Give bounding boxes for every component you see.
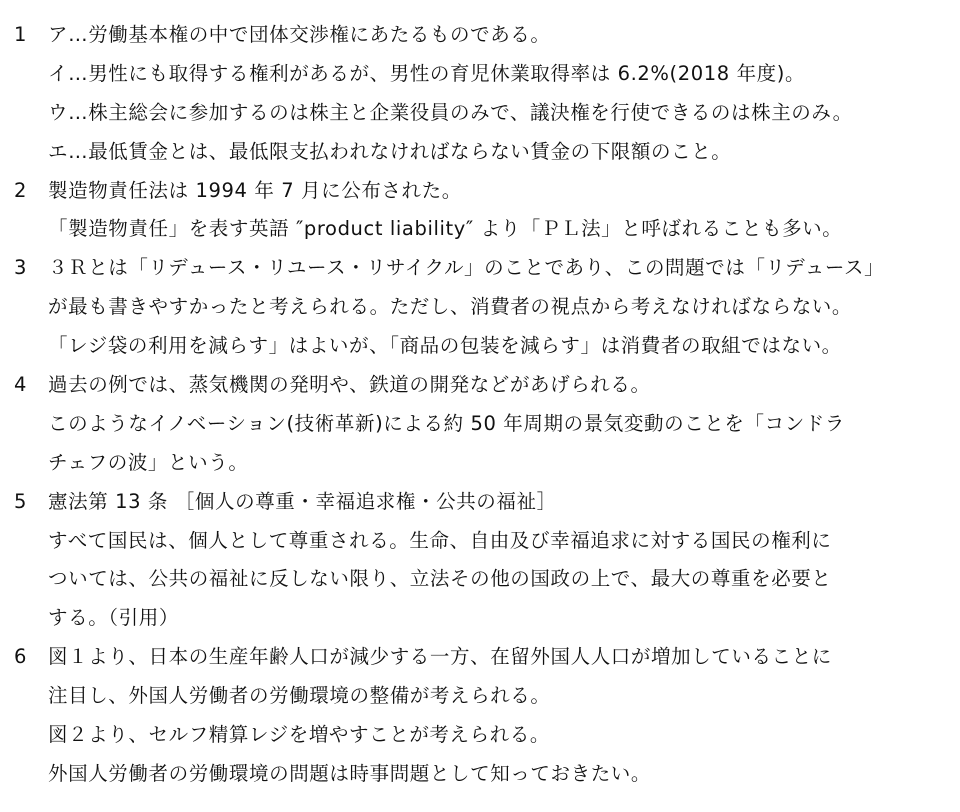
answer-line [0,133,960,172]
answer-text: エ…最低賃金とは、最低限支払われなければならない賃金の下限額のこと。 [48,139,732,163]
answer-text: 注目し、外国人労働者の労働環境の整備が考えられる。 [48,684,551,708]
answer-line [0,172,960,211]
answer-line [0,444,960,483]
answer-line [0,560,960,599]
answer-document [0,16,960,794]
answer-text: が最も書きやすかったと考えられる。ただし、消費者の視点から考えなければならない。 [48,295,853,319]
answer-line [0,327,960,366]
answer-text: チェフの波」という。 [48,450,249,474]
answer-line [0,638,960,677]
answer-text: このようなイノベーション(技術革新)による約 50 年周期の景気変動のことを「コンドラ [48,411,845,435]
answer-line [0,405,960,444]
answer-number: 6 [14,645,28,669]
answer-line [0,94,960,133]
answer-text: 製造物責任法は 1994 年 7 月に公布された。 [48,178,462,202]
answer-line [0,288,960,327]
answer-number: 5 [14,489,28,513]
answer-text: 外国人労働者の労働環境の問題は時事問題として知っておきたい。 [48,761,652,785]
answer-text: する。（引用） [48,606,179,630]
answer-item-2 [0,172,960,250]
answer-item-4 [0,366,960,483]
answer-number: 1 [14,23,28,46]
answer-item-6 [0,638,960,794]
answer-line [0,16,960,55]
answer-line [0,210,960,249]
answer-text: すべて国民は、個人として尊重される。生命、自由及び幸福追求に対する国民の権利に [48,528,832,552]
answer-number: 2 [14,178,28,202]
answer-line [0,755,960,794]
answer-text: 図１より、日本の生産年齢人口が減少する一方、在留外国人人口が増加していることに [48,645,832,669]
answer-item-5 [0,483,960,639]
answer-text: 憲法第 13 条 ［個人の尊重・幸福追求権・公共の福祉］ [48,489,557,513]
answer-text: ついては、公共の福祉に反しない限り、立法その他の国政の上で、最大の尊重を必要と [48,567,832,591]
answer-item-3 [0,249,960,366]
answer-text: 「製造物責任」を表す英語 ″product liability″ より「ＰＬ法」と呼ばれることも多い。 [48,217,843,241]
answer-line [0,483,960,522]
answer-number: 3 [14,256,28,280]
answer-line [0,366,960,405]
answer-line [0,522,960,561]
answer-item-1 [0,16,960,172]
answer-text: ア…労働基本権の中で団体交渉権にあたるものである。 [48,23,551,46]
answer-line [0,599,960,638]
answer-text: イ…男性にも取得する権利があるが、男性の育児休業取得率は 6.2%(2018 年度)。 [48,61,806,85]
answer-line [0,55,960,94]
answer-number: 4 [14,373,28,397]
answer-text: 過去の例では、蒸気機関の発明や、鉄道の開発などがあげられる。 [48,373,651,397]
answer-line [0,716,960,755]
answer-line [0,677,960,716]
answer-text: 図２より、セルフ精算レジを増やすことが考えられる。 [48,723,551,747]
answer-text: 「レジ袋の利用を減らす」はよいが、「商品の包装を減らす」は消費者の取組ではない。 [48,334,842,358]
answer-text: ３Ｒとは「リデュース・リユース・リサイクル」のことであり、この問題では「リデュース」 [48,256,885,280]
answer-line [0,249,960,288]
answer-text: ウ…株主総会に参加するのは株主と企業役員のみで、議決権を行使できるのは株主のみ。 [48,100,853,124]
